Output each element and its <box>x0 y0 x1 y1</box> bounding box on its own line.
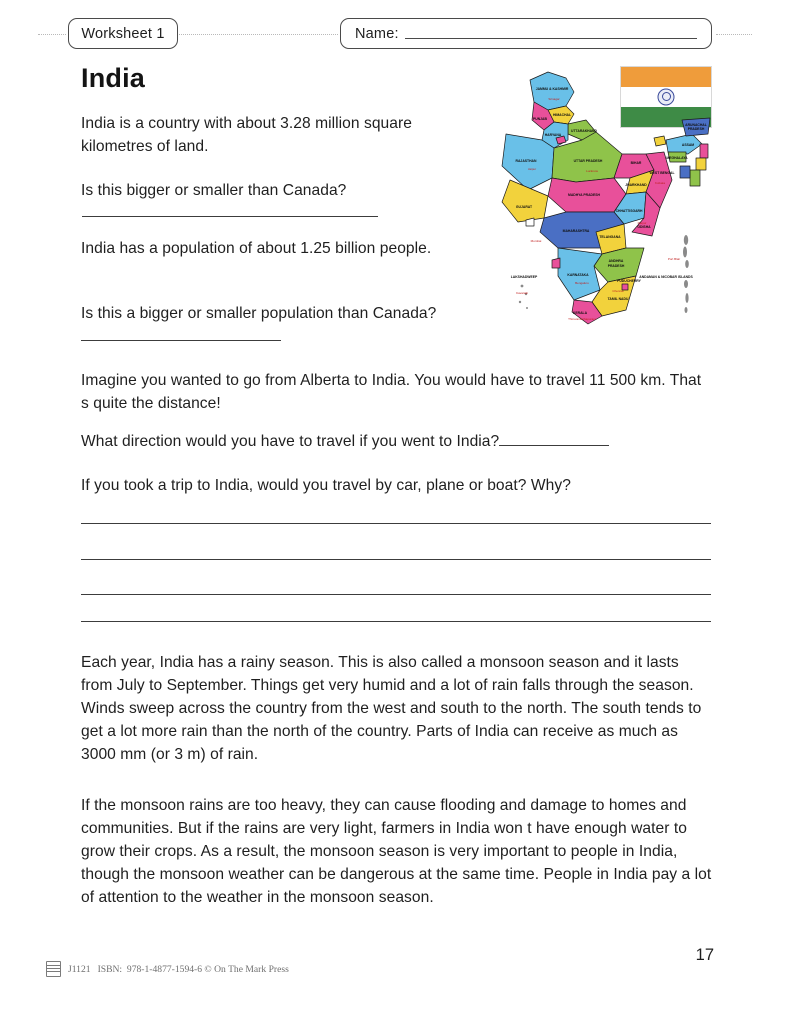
svg-text:UTTARAKHAND: UTTARAKHAND <box>571 129 597 133</box>
india-artwork <box>496 62 712 321</box>
question-direction-text: What direction would you have to travel if you went to India? <box>81 433 500 450</box>
svg-text:JAMMU & KASHMIR: JAMMU & KASHMIR <box>535 87 569 91</box>
name-field-box[interactable] <box>340 18 712 49</box>
answer-line-1[interactable] <box>81 523 711 524</box>
svg-text:Kavaratti: Kavaratti <box>516 291 528 295</box>
svg-text:Kolkata: Kolkata <box>654 181 666 185</box>
svg-text:PUNJAB: PUNJAB <box>533 117 547 121</box>
svg-text:PRADESH: PRADESH <box>607 264 625 268</box>
svg-text:Chennai: Chennai <box>612 289 624 293</box>
population-paragraph: India has a population of about 1.25 billion people. <box>81 240 432 257</box>
svg-text:TAMIL NADU: TAMIL NADU <box>607 297 629 301</box>
travel-distance-paragraph: Imagine you wanted to go from Alberta to India. You would have to travel 11 500 km. That s quite the distance! <box>81 372 702 412</box>
svg-text:HARYANA: HARYANA <box>544 133 562 137</box>
worksheet-number-label: Worksheet 1 <box>81 25 165 42</box>
svg-text:LAKSHADWEEP: LAKSHADWEEP <box>510 275 538 279</box>
svg-text:ANDHRA: ANDHRA <box>608 259 624 263</box>
svg-text:MEGHALAYA: MEGHALAYA <box>666 156 688 160</box>
footer <box>46 961 289 977</box>
question-travel-direction <box>81 430 721 453</box>
svg-text:ARUNACHAL: ARUNACHAL <box>685 123 707 127</box>
footer-isbn-copyright: ISBN: 978-1-4877-1594-6 © On The Mark Press <box>97 963 289 975</box>
svg-text:HIMACHAL: HIMACHAL <box>552 113 572 117</box>
worksheet-number-box <box>68 18 178 49</box>
header-dotted-rule-left <box>38 34 66 36</box>
svg-text:Mumbai: Mumbai <box>530 239 542 243</box>
svg-text:Jaipur: Jaipur <box>527 167 537 171</box>
answer-line-4[interactable] <box>81 621 711 622</box>
svg-text:Port Blair: Port Blair <box>667 257 681 261</box>
answer-line-population[interactable] <box>81 326 281 341</box>
page-title: India <box>81 63 146 93</box>
lakshadweep-islands <box>519 285 528 309</box>
question-transport-mode: If you took a trip to India, would you travel by car, plane or boat? Why? <box>81 477 571 494</box>
svg-text:MADHYA PRADESH: MADHYA PRADESH <box>568 193 600 197</box>
andaman-nicobar-islands <box>683 235 689 313</box>
land-area-paragraph: India is a country with about 3.28 million square kilometres of land. <box>81 115 412 155</box>
question-population-text: Is this a bigger or smaller population than Canada? <box>81 305 437 322</box>
name-write-line[interactable] <box>405 38 697 39</box>
svg-text:Thiruvananthapuram: Thiruvananthapuram <box>568 317 596 321</box>
document-icon <box>46 961 61 977</box>
svg-text:CHHATTISGARH: CHHATTISGARH <box>615 209 643 213</box>
question-area-comparison: Is this bigger or smaller than Canada? <box>81 182 347 199</box>
svg-text:RAJASTHAN: RAJASTHAN <box>515 159 537 163</box>
svg-text:GUJARAT: GUJARAT <box>515 205 533 209</box>
answer-line-3[interactable] <box>81 594 711 595</box>
svg-text:BIHAR: BIHAR <box>630 161 642 165</box>
svg-text:Srinagar: Srinagar <box>548 97 560 101</box>
header-dotted-rule-middle <box>176 34 338 36</box>
svg-text:ASSAM: ASSAM <box>681 143 695 147</box>
svg-text:ODISHA: ODISHA <box>637 225 651 229</box>
svg-text:ANDAMAN & NICOBAR ISLANDS: ANDAMAN & NICOBAR ISLANDS <box>639 275 693 279</box>
svg-text:Lucknow: Lucknow <box>586 169 598 173</box>
answer-line-area-comparison[interactable] <box>82 216 378 217</box>
page-number: 17 <box>695 946 714 964</box>
name-field-label: Name: <box>355 25 399 42</box>
india-political-map <box>496 62 712 321</box>
footer-product-code: J1121 <box>68 963 91 975</box>
svg-text:TELANGANA: TELANGANA <box>599 235 621 239</box>
answer-line-direction[interactable] <box>499 431 609 446</box>
svg-text:Bengaluru: Bengaluru <box>575 281 589 285</box>
worksheet-header <box>0 18 792 52</box>
svg-text:MAHARASHTRA: MAHARASHTRA <box>562 229 590 233</box>
svg-text:KARNATAKA: KARNATAKA <box>567 273 589 277</box>
monsoon-paragraph-1: Each year, India has a rainy season. This is also called a monsoon season and it lasts from July to September. Things get very humid and a lot of rain falls through the season. Winds sweep across the country from the west and south to the north. The south tends to get a lot more rain than the north of the country. Parts of India can receive as much as 3000 mm (or 3 m) of rain. <box>81 654 702 763</box>
svg-text:WEST BENGAL: WEST BENGAL <box>649 171 675 175</box>
svg-text:PUDUCHERRY: PUDUCHERRY <box>617 279 641 283</box>
header-dotted-rule-right <box>716 34 752 36</box>
svg-text:KERALA: KERALA <box>572 311 588 315</box>
answer-line-2[interactable] <box>81 559 711 560</box>
question-population-comparison <box>81 302 461 348</box>
svg-text:PRADESH: PRADESH <box>687 127 705 131</box>
svg-text:UTTAR PRADESH: UTTAR PRADESH <box>573 159 603 163</box>
svg-text:JHARKHAND: JHARKHAND <box>625 183 647 187</box>
svg-text:Raipur: Raipur <box>637 221 647 225</box>
monsoon-paragraph-2: If the monsoon rains are too heavy, they can cause flooding and damage to homes and communities. But if the rains are very light, farmers in India won t have enough water to grow their crops. As a result, the monsoon season is very important to people in India, though the monsoon weather can be dangerous at the same time. People in India pay a lot of attention to the weather in the monsoon season. <box>81 797 712 906</box>
